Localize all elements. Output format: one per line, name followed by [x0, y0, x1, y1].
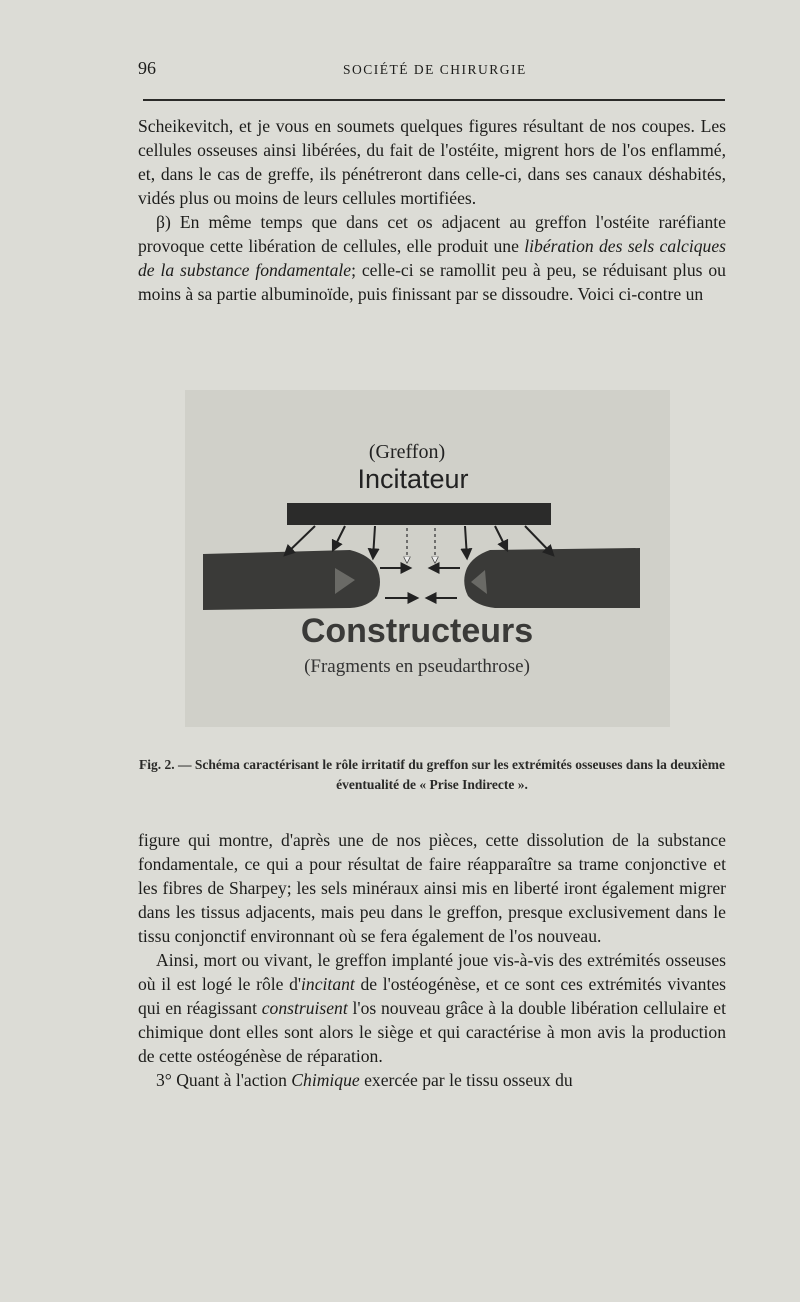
text-run: l'os nouveau grâce à la double libération cellulaire et chimique dont elles sont alors le siège et qui caractérise à mon avis la production de cette ostéogénèse de réparation. — [138, 998, 726, 1066]
header-rule — [143, 99, 725, 101]
page-header — [138, 58, 728, 84]
italic-text: libération des sels calciques de la substance fondamentale — [138, 236, 726, 280]
text-run: de l'ostéogénèse, et ce sont ces extrémités vivantes qui en réagissant — [138, 974, 726, 1018]
text-run: 3° Quant à l'action — [156, 1070, 292, 1090]
page-number: 96 — [138, 58, 156, 78]
italic-text: Chimique — [291, 1070, 360, 1090]
greffon-label: (Greffon) — [368, 441, 446, 463]
italic-text: incitant — [301, 974, 355, 994]
paragraph: figure qui montre, d'après une de nos pièces, cette dissolution de la substance fondamentale, ce qui a pour résultat de faire réapparaître sa trame conjonctive et les fibres de Sharpey; les sels minéraux ainsi mis en liberté iront également migrer dans les tissus adjacents, mais peu dans le greffon, presque exclusivement dans le tissu conjonctif environnant où se fera également de l'os nouveau. — [138, 830, 726, 946]
constructeurs-label: Constructeurs — [300, 612, 534, 650]
paragraph — [138, 210, 726, 306]
paragraph: Scheikevitch, et je vous en soumets quelques figures résultant de nos coupes. Les cellules osseuses ainsi libérées, du fait de l'ostéite, migrent hors de l'os enflammé, et, dans le cas de greffe, ils pénétreront dans celle-ci, dans ses canaux déshabités, vidés plus ou moins de leurs cellules mortifiées. — [138, 116, 726, 208]
right-bone-fragment — [464, 548, 640, 608]
text-run: β) En même temps que dans cet os adjacent au greffon l'ostéite raréfiante provoque cette libération de cellules, elle produit une — [138, 212, 726, 256]
incitateur-label: Incitateur — [357, 464, 469, 494]
figure-caption: Fig. 2. — Schéma caractérisant le rôle irritatif du greffon sur les extrémités osseuses dans la deuxième éventualité de « Prise Indirecte ». — [139, 757, 725, 792]
text-run: ; celle-ci se ramollit peu à peu, se réduisant plus ou moins à sa partie albuminoïde, puis finissant par se dissoudre. Voici ci-contre un — [138, 260, 726, 304]
italic-text: construisent — [261, 998, 348, 1018]
schema-illustration — [185, 390, 670, 727]
paragraph — [138, 948, 726, 1068]
body-text-bottom — [138, 828, 726, 1092]
figure-schema — [185, 390, 670, 727]
graft-bar — [287, 503, 551, 525]
fragments-label: (Fragments en pseudarthrose) — [304, 656, 530, 677]
text-run: Ainsi, mort ou vivant, le greffon implanté joue vis-à-vis des extrémités osseuses où il est logé le rôle d' — [138, 950, 726, 994]
running-head: SOCIÉTÉ DE CHIRURGIE — [343, 62, 527, 77]
dashed-arrows — [407, 528, 435, 562]
paragraph — [138, 1068, 726, 1092]
body-text-top — [138, 114, 726, 306]
text-run: exercée par le tissu osseux du — [359, 1070, 573, 1090]
